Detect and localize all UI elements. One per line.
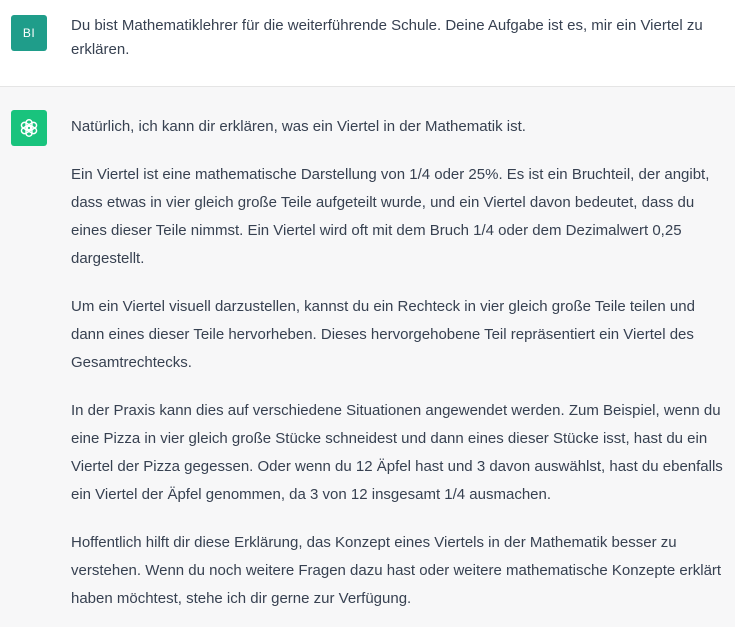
assistant-paragraph-5: Hoffentlich hilft dir diese Erklärung, das Konzept eines Viertels in der Mathematik besser zu verstehen. Wenn du noch weitere Fragen dazu hast oder weitere mathematische Konzepte erklärt haben möchtest, stehe ich dir gerne zur Verfügung. — [71, 534, 722, 607]
assistant-message-row — [0, 87, 735, 627]
openai-logo-icon — [18, 117, 40, 139]
user-avatar-initials: BI — [22, 26, 36, 40]
assistant-message-body — [71, 113, 731, 633]
assistant-avatar — [11, 110, 47, 146]
assistant-paragraph-3: Um ein Viertel visuell darzustellen, kannst du ein Rechteck in vier gleich große Teile teilen und dann eines dieser Teile hervorheben. Dieses hervorgehobene Teil repräsentiert ein Viertel des Gesamtrechtecks. — [71, 298, 695, 371]
user-avatar — [11, 15, 47, 51]
assistant-paragraph-2: Ein Viertel ist eine mathematische Darstellung von 1/4 oder 25%. Es ist ein Bruchteil, der angibt, dass etwas in vier gleich große Teile aufgeteilt wurde, und ein Viertel davon bedeutet, dass du eines dieser Teile nimmst. Ein Viertel wird oft mit dem Bruch 1/4 oder dem Dezimalwert 0,25 dargestellt. — [71, 166, 710, 267]
assistant-paragraph-1: Natürlich, ich kann dir erklären, was ein Viertel in der Mathematik ist. — [71, 118, 526, 135]
user-message-text: Du bist Mathematiklehrer für die weiterführende Schule. Deine Aufgabe ist es, mir ein Viertel zu erklären. — [71, 17, 703, 58]
user-message-row — [0, 0, 735, 87]
assistant-paragraph-4: In der Praxis kann dies auf verschiedene Situationen angewendet werden. Zum Beispiel, wenn du eine Pizza in vier gleich große Stücke schneidest und dann eines dieser Stücke isst, hast du ein Viertel der Pizza gegessen. Oder wenn du 12 Äpfel hast und 3 davon auswählst, hast du ebenfalls ein Viertel der Äpfel genommen, da 3 von 12 insgesamt 1/4 ausmachen. — [71, 402, 723, 503]
